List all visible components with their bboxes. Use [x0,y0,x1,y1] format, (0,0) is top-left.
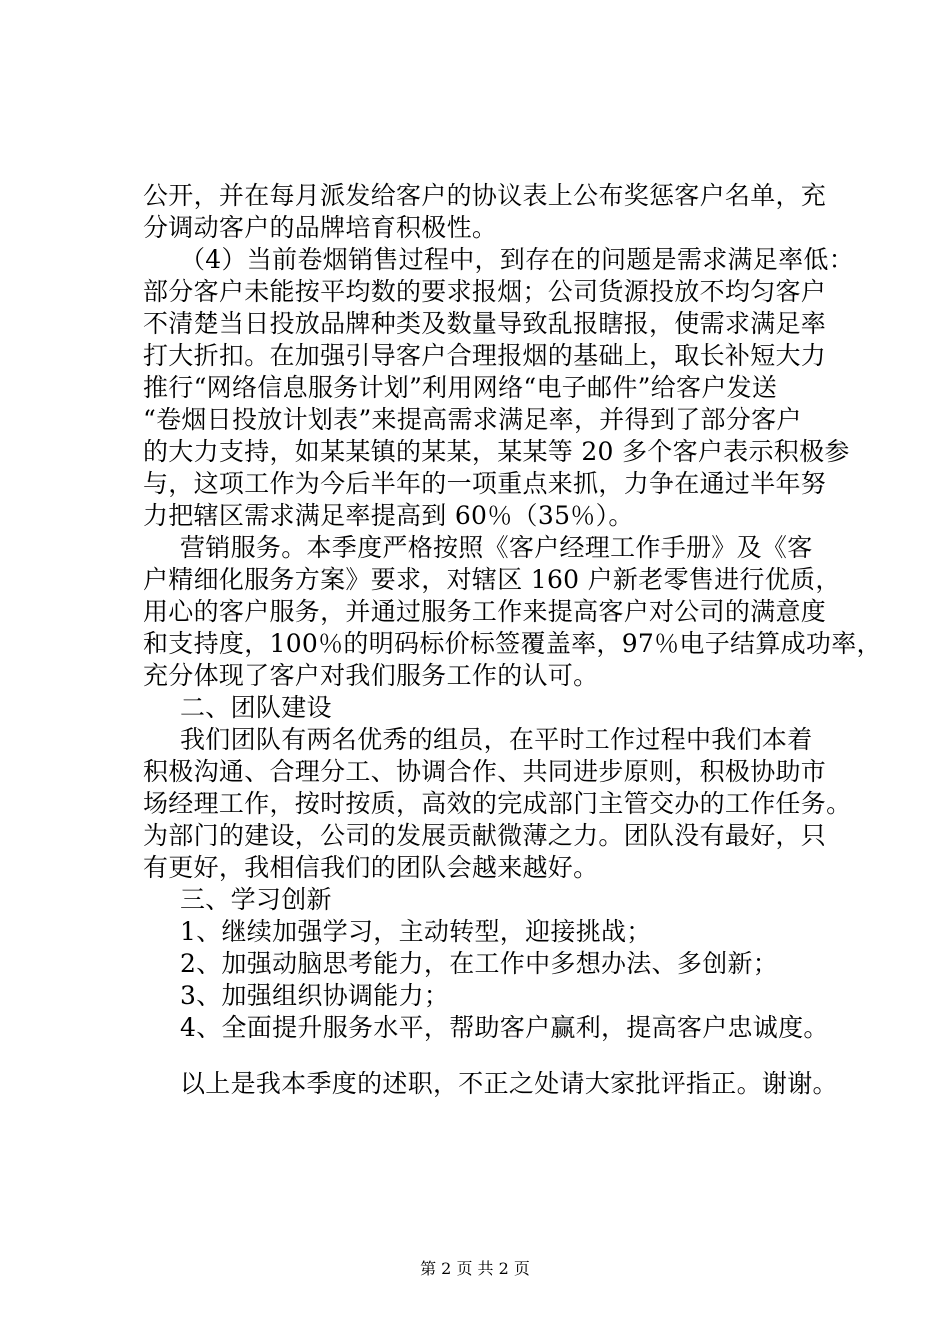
list-item: 2、加强动脑思考能力，在工作中多想办法、多创新； [180,949,779,978]
paragraph-line: 积极沟通、合理分工、协调合作、共同进步原则，积极协助市 [143,757,827,786]
closing-line: 以上是我本季度的述职，不正之处请大家批评指正。谢谢。 [180,1069,838,1098]
paragraph-line: 不清楚当日投放品牌种类及数量导致乱报瞎报，使需求满足率 [143,309,827,338]
section-heading: 二、团队建设 [180,693,332,722]
paragraph-line: 的大力支持，如某某镇的某某，某某等 20 多个客户表示积极参 [143,437,850,466]
paragraph-line: 推行“网络信息服务计划”利用网络“电子邮件”给客户发送 [143,373,778,402]
page-number-footer: 第 2 页 共 2 页 [420,1259,530,1278]
paragraph-line: 部分客户未能按平均数的要求报烟；公司货源投放不均匀客户 [143,277,827,306]
paragraph-line: 有更好，我相信我们的团队会越来越好。 [143,853,599,882]
list-item: 3、加强组织协调能力； [180,981,450,1010]
paragraph-line: 公开，并在每月派发给客户的协议表上公布奖惩客户名单，充 [143,181,827,210]
paragraph-line: 与，这项工作为今后半年的一项重点来抓，力争在通过半年努 [143,469,827,498]
paragraph-line: 力把辖区需求满足率提高到 60％（35％）。 [143,501,634,530]
paragraph-line: 打大折扣。在加强引导客户合理报烟的基础上，取长补短大力 [143,341,827,370]
paragraph-line: 为部门的建设，公司的发展贡献微薄之力。团队没有最好，只 [143,821,827,850]
paragraph-line: 充分体现了客户对我们服务工作的认可。 [143,661,599,690]
paragraph-line: （4）当前卷烟销售过程中，到存在的问题是需求满足率低： [180,245,855,274]
paragraph-line: 和支持度，100％的明码标价标签覆盖率，97％电子结算成功率， [143,629,882,658]
section-heading: 三、学习创新 [180,885,332,914]
paragraph-line: 营销服务。本季度严格按照《客户经理工作手册》及《客 [180,533,813,562]
paragraph-line: 分调动客户的品牌培育积极性。 [143,213,498,242]
paragraph-line: “卷烟日投放计划表”来提高需求满足率，并得到了部分客户 [143,405,802,434]
paragraph-line: 我们团队有两名优秀的组员，在平时工作过程中我们本着 [180,725,813,754]
paragraph-line: 场经理工作，按时按质，高效的完成部门主管交办的工作任务。 [143,789,852,818]
list-item: 1、继续加强学习，主动转型，迎接挑战； [180,917,652,946]
paragraph-line: 用心的客户服务，并通过服务工作来提高客户对公司的满意度 [143,597,827,626]
list-item: 4、全面提升服务水平，帮助客户赢利，提高客户忠诚度。 [180,1013,829,1042]
paragraph-line: 户精细化服务方案》要求，对辖区 160 户新老零售进行优质， [143,565,841,594]
